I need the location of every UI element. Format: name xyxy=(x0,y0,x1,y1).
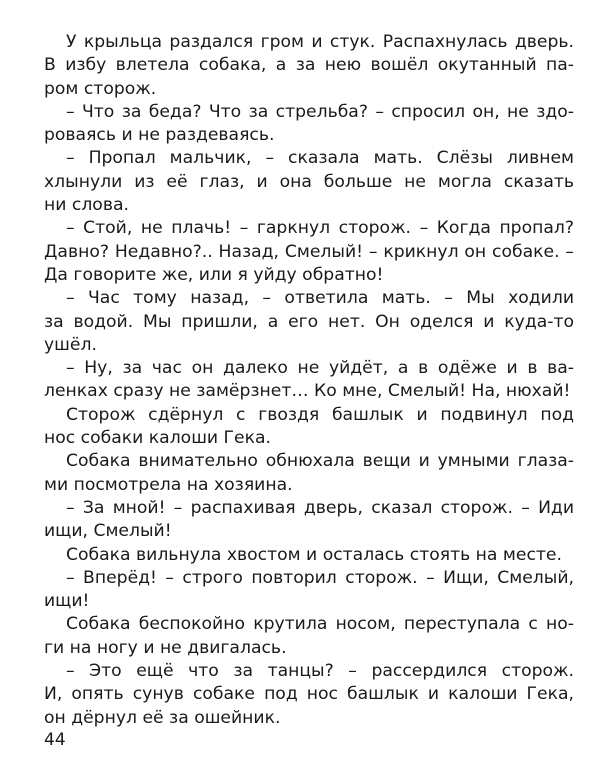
paragraph xyxy=(44,567,574,614)
text-line: Да говорите же, или я уйду обратно! xyxy=(44,264,384,285)
paragraph xyxy=(44,497,574,544)
text-line: Сторож сдёрнул с гвоздя башлык и подвинул под xyxy=(66,404,574,425)
paragraph xyxy=(44,544,574,567)
text-line: ищи, Смелый! xyxy=(44,521,172,542)
text-line: ленках сразу не замёрзнет… Ко мне, Смелый! На, нюхай! xyxy=(44,381,571,402)
text-line: – Что за беда? Что за стрельба? – спросил он, не здо- xyxy=(66,101,574,122)
paragraph xyxy=(44,101,574,148)
text-line: – Пропал мальчик, – сказала мать. Слёзы ливнем xyxy=(66,148,574,169)
text-line: ми посмотрела на хозяина. xyxy=(44,474,293,495)
text-line: Собака беспокойно крутила носом, переступала с но- xyxy=(66,614,574,635)
text-line: И, опять сунув собаке под нос башлык и калоши Гека, xyxy=(44,684,574,705)
text-line: ушёл. xyxy=(44,334,97,355)
text-line: ром сторож. xyxy=(44,78,157,99)
paragraph xyxy=(44,287,574,357)
text-line: У крыльца раздался гром и стук. Распахнулась дверь. xyxy=(66,32,574,52)
paragraph xyxy=(44,217,574,287)
text-line: Давно? Недавно?.. Назад, Смелый! – крикнул он собаке. – xyxy=(44,241,574,262)
text-line: роваясь и не раздеваясь. xyxy=(44,125,275,146)
paragraph xyxy=(44,404,574,451)
paragraph xyxy=(44,147,574,217)
text-line: – Ну, за час он далеко не уйдёт, а в одёже и в ва- xyxy=(66,358,574,379)
page-body xyxy=(44,31,574,730)
text-line: ищи! xyxy=(44,591,90,612)
text-line: – За мной! – распахивая дверь, сказал сторож. – Иди xyxy=(66,497,574,518)
text-line: нос собаки калоши Гека. xyxy=(44,428,271,449)
text-line: – Час тому назад, – ответила мать. – Мы ходили xyxy=(66,288,574,309)
text-line: Собака внимательно обнюхала вещи и умными глаза- xyxy=(66,451,574,472)
paragraph xyxy=(44,450,574,497)
page-number: 44 xyxy=(44,730,66,750)
text-line: – Стой, не плачь! – гаркнул сторож. – Когда пропал? xyxy=(66,218,574,239)
paragraph xyxy=(44,613,574,660)
paragraph xyxy=(44,31,574,101)
text-line: В избу влетела собака, а за нею вошёл окутанный па- xyxy=(44,55,574,76)
text-line: он дёрнул её за ошейник. xyxy=(44,707,281,728)
text-line: – Вперёд! – строго повторил сторож. – Ищи, Смелый, xyxy=(66,567,574,588)
text-line: хлынули из её глаз, и она больше не могла сказать xyxy=(44,171,574,192)
text-line: ги на ногу и не двигалась. xyxy=(44,637,287,658)
text-line: – Это ещё что за танцы? – рассердился сторож. xyxy=(66,661,574,682)
text-line: ни слова. xyxy=(44,195,129,216)
paragraph xyxy=(44,357,574,404)
text-line: за водой. Мы пришли, а его нет. Он оделся и куда-то xyxy=(44,311,574,332)
text-line: Собака вильнула хвостом и осталась стоять на месте. xyxy=(66,544,562,565)
paragraph xyxy=(44,660,574,730)
